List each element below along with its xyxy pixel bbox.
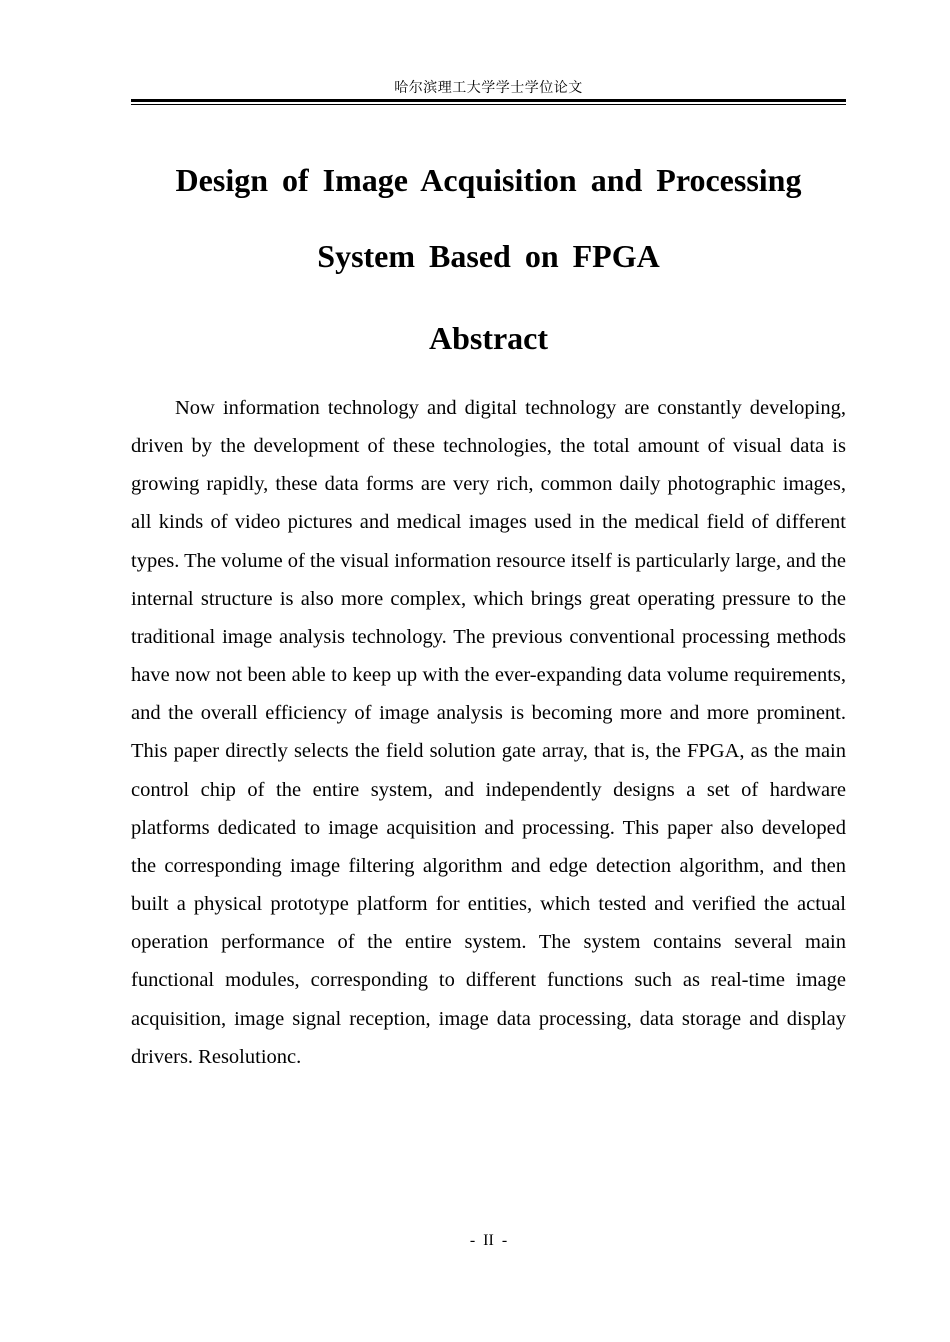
running-header: 哈尔滨理工大学学士学位论文 — [394, 80, 583, 96]
header-rule-thick — [131, 99, 846, 102]
abstract-heading: Abstract — [428, 320, 549, 356]
header-rule-thin — [131, 104, 846, 105]
abstract-body: Now information technology and digital technology are constantly developing, driven by the development of these technologies, the total amount of visual data is growing rapidly, these data forms are very rich, common daily photographic images, all kinds of video pictures and medical images used in the medical field of different types. The volume of the visual information resource itself is particularly large, and the internal structure is also more complex, which brings great operating pressure to the traditional image analysis technology. The previous conventional processing methods have now not been able to keep up with the ever-expanding data volume requirements, and the overall efficiency of image analysis is becoming more and more prominent. This paper directly selects the field solution gate array, that is, the FPGA, as the main control chip of the entire system, and independently designs a set of hardware platforms dedicated to image acquisition and processing. This paper also developed the corresponding image filtering algorithm and edge detection algorithm, and then built a physical prototype platform for entities, which tested and verified the actual operation performance of the entire system. The system contains several main functional modules, corresponding to different functions such as real-time image acquisition, image signal reception, image data processing, data storage and display drivers. Resolutionc. — [131, 397, 846, 1068]
page-number: - II - — [469, 1232, 508, 1249]
paper-title: Design of Image Acquisition and Processing System Based on FPGA — [175, 162, 802, 274]
